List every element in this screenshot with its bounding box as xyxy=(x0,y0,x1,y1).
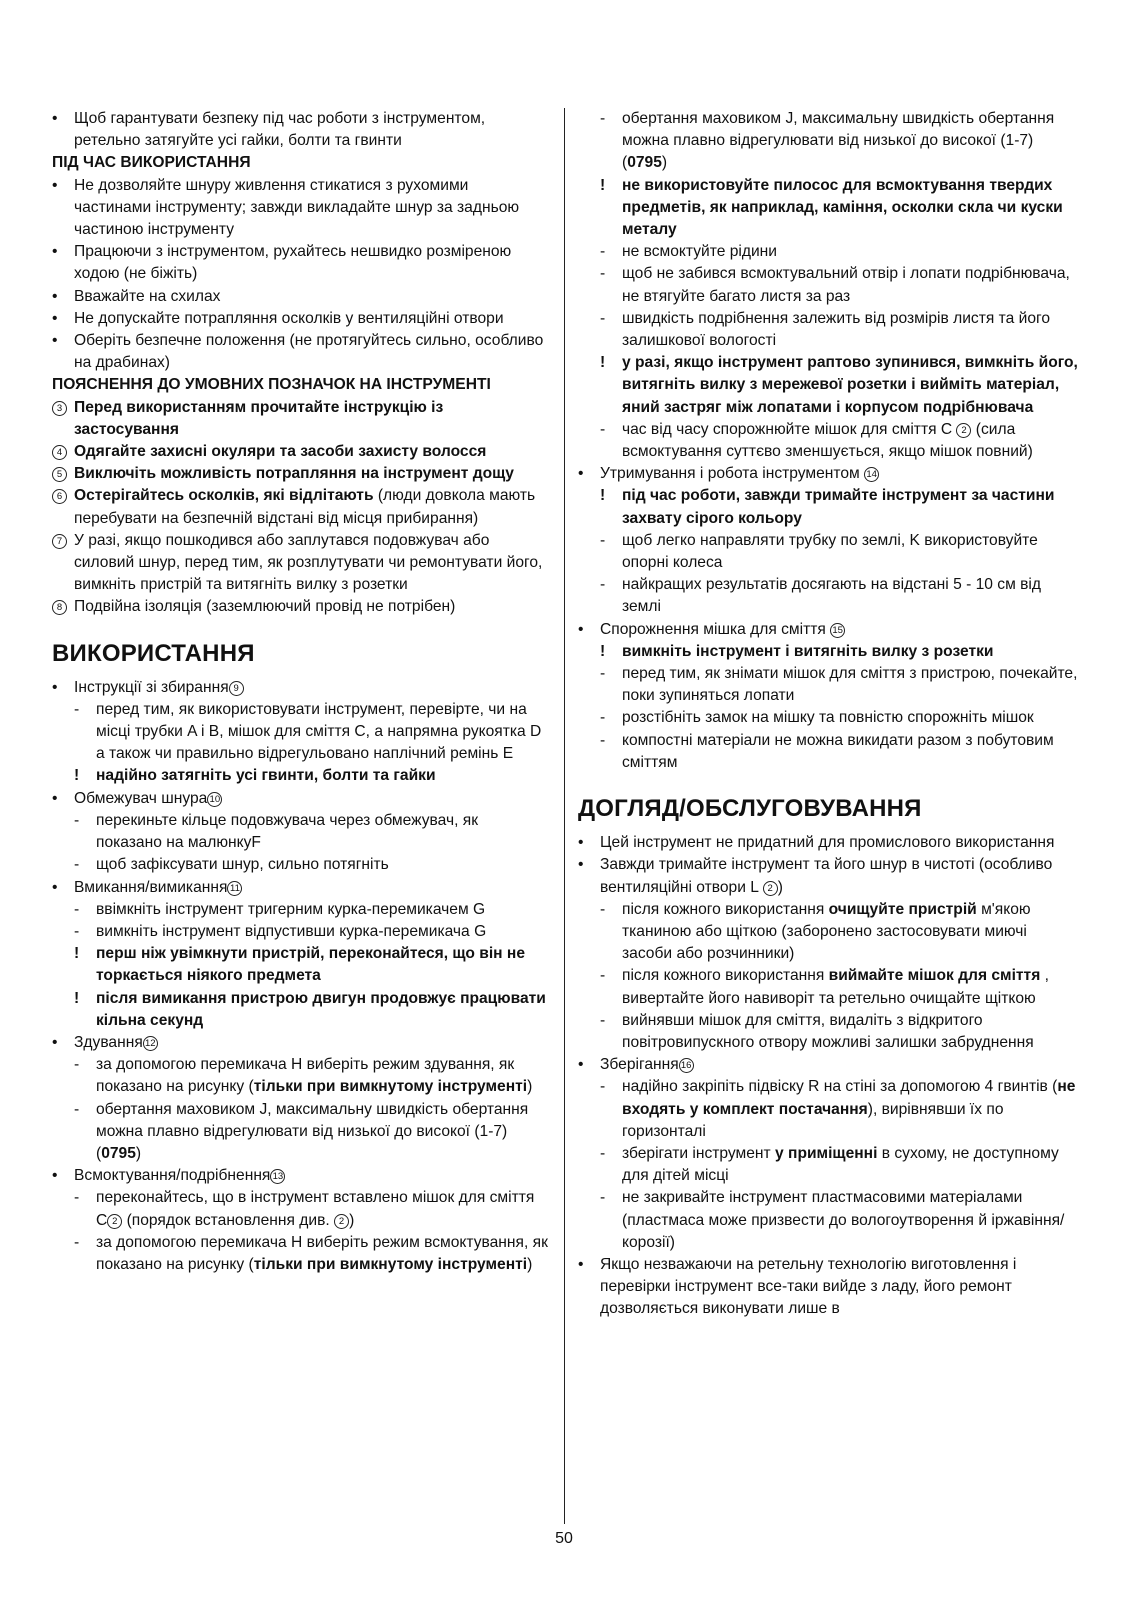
bullet-icon: • xyxy=(578,620,584,638)
dash-item xyxy=(578,1010,1078,1054)
item-bold-text: 0795 xyxy=(101,1144,136,1162)
item-text: компостні матеріали не можна викидати разом з побутовим сміттям xyxy=(622,731,1054,771)
warning-text: вимкніть інструмент і витягніть вилку з розетки xyxy=(622,642,994,660)
item-text: Обмежувач шнура xyxy=(74,789,208,807)
dash-item xyxy=(52,921,548,943)
bullet-item xyxy=(52,677,548,699)
symbol-item xyxy=(52,485,548,529)
dash-icon: - xyxy=(600,420,606,438)
circled-number: 5 xyxy=(52,467,67,482)
bullet-icon: • xyxy=(578,465,584,483)
item-text-tail: ) xyxy=(661,154,668,172)
dash-item xyxy=(578,730,1078,774)
item-text-tail: , вивертайте його навиворіт та ретельно очищайте щіткою xyxy=(622,967,1049,1007)
item-text: за допомогою перемикача H виберіть режим здування, як показано на рисунку ( xyxy=(96,1056,515,1096)
item-text: після кожного використання xyxy=(622,900,829,918)
dash-item xyxy=(578,965,1078,1009)
dash-item xyxy=(52,1054,548,1098)
warning-text: надійно затягніть усі гвинти, болти та гайки xyxy=(96,767,436,785)
item-text-tail: ), вирівнявши їх по горизонталі xyxy=(622,1100,1004,1140)
dash-icon: - xyxy=(600,731,606,749)
dash-item xyxy=(578,263,1078,307)
item-text: час від часу спорожнюйте мішок для сміття C xyxy=(622,420,957,438)
bullet-icon: • xyxy=(578,1056,584,1074)
exclamation-icon: ! xyxy=(600,487,606,505)
dash-icon: - xyxy=(74,1056,80,1074)
subheading: ПІД ЧАС ВИКОРИСТАННЯ xyxy=(52,154,251,172)
circled-number: 7 xyxy=(52,534,67,549)
item-text: Щоб гарантувати безпеку під час роботи з інструментом, ретельно затягуйте усі гайки, болти та гвинти xyxy=(74,110,486,150)
dash-icon: - xyxy=(600,709,606,727)
dash-item xyxy=(578,108,1078,175)
circled-number: 2 xyxy=(334,1214,349,1229)
dash-icon: - xyxy=(74,922,80,940)
warning-text: перш ніж увімкнути пристрій, переконайтеся, що він не торкається ніякого предмета xyxy=(96,945,526,985)
dash-item xyxy=(578,1187,1078,1254)
bullet-icon: • xyxy=(52,1167,58,1185)
circled-number: 14 xyxy=(864,467,879,482)
circled-number: 8 xyxy=(52,600,67,615)
circled-number: 13 xyxy=(270,1169,285,1184)
item-text: після кожного використання xyxy=(622,967,829,985)
bullet-item xyxy=(52,877,548,899)
item-bold-text: Виключіть можливість потрапляння на інструмент дощу xyxy=(74,465,514,483)
symbol-number-marker xyxy=(52,397,72,419)
column-divider xyxy=(564,108,565,1524)
circled-number: 2 xyxy=(763,881,778,896)
bullet-icon: • xyxy=(52,287,58,305)
bullet-item xyxy=(52,241,548,285)
bullet-icon: • xyxy=(578,834,584,852)
dash-icon: - xyxy=(74,1233,80,1251)
circled-number: 2 xyxy=(956,423,971,438)
item-text: швидкість подрібнення залежить від розмірів листя та його залишкової вологості xyxy=(622,309,1051,350)
circled-number: 3 xyxy=(52,401,67,416)
circled-number: 2 xyxy=(107,1214,122,1229)
dash-icon: - xyxy=(600,1189,606,1207)
bullet-item xyxy=(578,854,1078,898)
bullet-icon: • xyxy=(52,878,58,896)
item-text: Інструкції зі збирання xyxy=(74,678,229,696)
bullet-item xyxy=(52,175,548,242)
left-column xyxy=(52,108,548,1276)
bullet-item xyxy=(578,463,1078,485)
item-text: надійно закріпіть підвіску R на стіні за допомогою 4 гвинтів ( xyxy=(622,1078,1058,1096)
item-bold-text: Остерігайтесь осколків, які відлітають xyxy=(74,487,374,505)
item-text-tail: (порядок встановлення див. xyxy=(122,1211,335,1229)
item-text: Цей інструмент не придатний для промислового використання xyxy=(600,834,1055,852)
item-bold-text: Одягайте захисні окуляри та засоби захисту волосся xyxy=(74,443,487,461)
symbol-item xyxy=(52,596,548,618)
bullet-icon: • xyxy=(52,789,58,807)
bullet-item xyxy=(578,832,1078,854)
dash-icon: - xyxy=(74,811,80,829)
section-heading: ДОГЛЯД/ОБСЛУГОВУВАННЯ xyxy=(578,795,922,823)
item-text-tail: ) xyxy=(527,1078,533,1096)
warning-item xyxy=(578,641,1078,663)
warning-item xyxy=(578,352,1078,419)
dash-item xyxy=(578,530,1078,574)
item-text-tail: ) xyxy=(135,1144,142,1162)
item-text: У разі, якщо пошкодився або заплутався подовжувач або силовий шнур, перед тим, як розплутувати чи ремонтувати його, вимкніть пристрій та витягніть вилку з розетки xyxy=(74,531,543,594)
item-text: ввімкніть інструмент тригерним курка-перемикачем G xyxy=(96,900,486,918)
circled-number: 11 xyxy=(227,881,242,896)
bullet-item xyxy=(52,1165,548,1187)
item-text: Спорожнення мішка для сміття xyxy=(600,620,831,638)
item-text: вийнявши мішок для сміття, видаліть з відкритого повітровипускного отвору можливі залишки забруднення xyxy=(622,1011,1034,1051)
right-column xyxy=(578,108,1078,1321)
exclamation-icon: ! xyxy=(74,767,80,785)
dash-item xyxy=(578,1143,1078,1187)
dash-icon: - xyxy=(600,110,606,127)
dash-icon: - xyxy=(600,309,606,327)
exclamation-icon: ! xyxy=(74,989,80,1007)
warning-item xyxy=(52,988,548,1032)
item-text: перед тим, як знімати мішок для сміття з пристрою, почекайте, поки зупиняться лопати xyxy=(622,665,1078,705)
item-text: Працюючи з інструментом, рухайтесь нешвидко розміреною ходою (не біжіть) xyxy=(74,243,512,283)
dash-item xyxy=(578,663,1078,707)
item-bold-text: 0795 xyxy=(627,154,662,172)
warning-item xyxy=(578,175,1078,242)
dash-icon: - xyxy=(74,900,80,918)
item-text-tail: ) xyxy=(349,1211,355,1229)
bullet-icon: • xyxy=(578,856,584,874)
dash-item xyxy=(578,308,1078,352)
bullet-item xyxy=(578,619,1078,641)
bullet-item xyxy=(578,1054,1078,1076)
item-bold-text: тільки при вимкнутому інструменті xyxy=(253,1255,528,1273)
bullet-item xyxy=(578,1254,1078,1321)
item-text: переконайтесь, що в інструмент вставлено мішок для сміття C xyxy=(96,1189,535,1229)
circled-number: 9 xyxy=(229,681,244,696)
dash-item xyxy=(52,810,548,854)
symbol-number-marker xyxy=(52,530,72,552)
symbol-item xyxy=(52,530,548,597)
bullet-item xyxy=(52,286,548,308)
item-bold-text: виймайте мішок для сміття xyxy=(828,967,1041,985)
dash-icon: - xyxy=(600,576,606,594)
exclamation-icon: ! xyxy=(600,176,606,194)
item-text: зберігати інструмент xyxy=(622,1144,776,1162)
item-text-tail: м'якою тканиною або щіткою (заборонено застосовувати миючі засоби або розчинники) xyxy=(622,900,1031,963)
dash-item xyxy=(52,1187,548,1231)
bullet-icon: • xyxy=(52,110,58,127)
dash-item xyxy=(52,699,548,766)
item-text: перед тим, як використовувати інструмент, перевірте, чи на місці трубки A і B, мішок для сміття C, а напрямна рукоятка D а також чи правильно відрегульовано наплічний ремінь E xyxy=(96,700,542,763)
item-text: Не допускайте потрапляння осколків у вентиляційні отвори xyxy=(74,309,504,327)
dash-icon: - xyxy=(600,243,606,261)
symbol-number-marker xyxy=(52,596,72,618)
bullet-item xyxy=(52,330,548,374)
dash-icon: - xyxy=(600,1144,606,1162)
item-text: Вмикання/вимикання xyxy=(74,878,228,896)
dash-item xyxy=(52,1232,548,1276)
item-text: Якщо незважаючи на ретельну технологію виготовлення і перевірки інструмент все-таки вийде з ладу, його ремонт дозволяється виконувати лише в xyxy=(600,1255,1017,1318)
dash-icon: - xyxy=(600,531,606,549)
circled-number: 12 xyxy=(143,1036,158,1051)
bullet-item xyxy=(52,108,548,152)
item-text: розстібніть замок на мішку та повністю спорожніть мішок xyxy=(622,709,1034,727)
item-text-tail: в сухому, не доступному для дітей місці xyxy=(622,1144,1059,1185)
item-text: Завжди тримайте інструмент та його шнур в чистоті (особливо вентиляційні отвори L xyxy=(600,856,1053,896)
bullet-item xyxy=(52,308,548,330)
bullet-item xyxy=(52,788,548,810)
item-text: щоб легко направляти трубку по землі, K використовуйте опорні колеса xyxy=(622,531,1038,572)
bullet-icon: • xyxy=(52,1033,58,1051)
dash-icon: - xyxy=(600,900,606,918)
item-bold-text: не входять у комплект постачання xyxy=(622,1078,1076,1118)
dash-item xyxy=(578,419,1078,463)
dash-item xyxy=(52,899,548,921)
bullet-icon: • xyxy=(52,309,58,327)
subheading: ПОЯСНЕННЯ ДО УМОВНИХ ПОЗНАЧОК НА ІНСТРУМЕНТІ xyxy=(52,376,491,394)
symbol-item xyxy=(52,397,548,441)
item-text: Оберіть безпечне положення (не протягуйтесь сильно, особливо на драбинах) xyxy=(74,332,544,372)
warning-item xyxy=(578,485,1078,529)
item-bold-text: очищуйте пристрій xyxy=(828,900,977,918)
item-text: не всмоктуйте рідини xyxy=(622,243,777,261)
dash-icon: - xyxy=(600,265,606,283)
exclamation-icon: ! xyxy=(600,354,606,372)
bullet-item xyxy=(52,1032,548,1054)
exclamation-icon: ! xyxy=(600,642,606,660)
circled-number: 15 xyxy=(830,623,845,638)
warning-text: у разі, якщо інструмент раптово зупинився, вимкніть його, витягніть вилку з мережевої розетки і вийміть матеріал, яний застряг між лопатами і корпусом подрібнювача xyxy=(622,354,1078,416)
item-text-tail: ) xyxy=(527,1255,533,1273)
dash-item xyxy=(578,241,1078,263)
item-text: вимкніть інструмент відпустивши курка-перемикача G xyxy=(96,922,487,940)
circled-number: 16 xyxy=(679,1058,694,1073)
item-text-tail: (сила всмоктування суттєво зменшується, якщо мішок повний) xyxy=(622,420,1033,461)
dash-icon: - xyxy=(74,1100,80,1118)
item-bold-text: тільки при вимкнутому інструменті xyxy=(253,1078,528,1096)
dash-icon: - xyxy=(600,1078,606,1096)
bullet-icon: • xyxy=(578,1255,584,1273)
item-text: за допомогою перемикача H виберіть режим всмоктування, як показано на рисунку ( xyxy=(96,1233,548,1273)
item-text: Всмоктування/подрібнення xyxy=(74,1167,271,1185)
dash-icon: - xyxy=(600,1011,606,1029)
bullet-icon: • xyxy=(52,332,58,350)
symbol-number-marker xyxy=(52,463,72,485)
dash-item xyxy=(52,854,548,876)
dash-item xyxy=(578,707,1078,729)
item-bold-text: Перед використанням прочитайте інструкцію із застосування xyxy=(74,398,444,438)
dash-item xyxy=(578,1076,1078,1143)
dash-icon: - xyxy=(600,967,606,985)
item-text: найкращих результатів досягають на відстані 5 - 10 см від землі xyxy=(622,576,1041,616)
item-text: Не дозволяйте шнуру живлення стикатися з рухомими частинами інструменту; завжди викладайте шнур за задньою частиною інструменту xyxy=(74,176,520,239)
item-text: Зберігання xyxy=(600,1056,679,1074)
warning-item xyxy=(52,943,548,987)
symbol-number-marker xyxy=(52,441,72,463)
dash-icon: - xyxy=(600,665,606,683)
dash-icon: - xyxy=(74,1189,80,1207)
dash-icon: - xyxy=(74,856,80,874)
item-text: (люди довкола мають перебувати на безпечній відстані від місця прибирання) xyxy=(74,487,536,527)
warning-text: під час роботи, завжди тримайте інструмент за частини захвату сірого кольору xyxy=(622,487,1055,527)
item-text: щоб не забився всмоктувальний отвір і лопати подрібнювача, не втягуйте багато листя за раз xyxy=(622,265,1070,305)
symbol-item xyxy=(52,463,548,485)
dash-item xyxy=(578,574,1078,618)
dash-item xyxy=(52,1099,548,1166)
item-text: не закривайте інструмент пластмасовими матеріалами (пластмаса може призвести до вологоутворення й іржавіння/корозії) xyxy=(622,1189,1065,1251)
symbol-number-marker xyxy=(52,485,72,507)
item-text: обертання маховиком J, максимальну швидкість обертання можна плавно відрегулювати від низької до високої (1-7) ( xyxy=(96,1100,529,1162)
circled-number: 10 xyxy=(207,792,222,807)
bullet-icon: • xyxy=(52,243,58,261)
warning-item xyxy=(52,765,548,787)
item-text: перекиньте кільце подовжувача через обмежувач, як показано на малюнкуF xyxy=(96,811,479,852)
page-number: 50 xyxy=(555,1530,573,1547)
item-text: обертання маховиком J, максимальну швидкість обертання можна плавно відрегулювати від низької до високої (1-7) ( xyxy=(622,110,1055,172)
item-bold-text: у приміщенні xyxy=(775,1144,878,1162)
dash-item xyxy=(578,899,1078,966)
item-text: Подвійна ізоляція (заземлюючий провід не потрібен) xyxy=(74,598,456,616)
item-text: Вважайте на схилах xyxy=(74,287,221,305)
bullet-icon: • xyxy=(52,176,58,194)
symbol-item xyxy=(52,441,548,463)
exclamation-icon: ! xyxy=(74,945,80,963)
section-heading: ВИКОРИСТАННЯ xyxy=(52,639,255,667)
item-text-tail: ) xyxy=(777,878,783,896)
circled-number: 6 xyxy=(52,489,67,504)
circled-number: 4 xyxy=(52,445,67,460)
item-text: Утримування і робота інструментом xyxy=(600,465,865,483)
dash-icon: - xyxy=(74,700,80,718)
item-text: Здування xyxy=(74,1033,143,1051)
warning-text: після вимикання пристрою двигун продовжує працювати кільна секунд xyxy=(96,989,546,1029)
item-text: щоб зафіксувати шнур, сильно потягніть xyxy=(96,856,389,874)
bullet-icon: • xyxy=(52,678,58,696)
warning-text: не використовуйте пилосос для всмоктування твердих предметів, як наприклад, каміння, осколки скла чи куски металу xyxy=(622,176,1063,239)
